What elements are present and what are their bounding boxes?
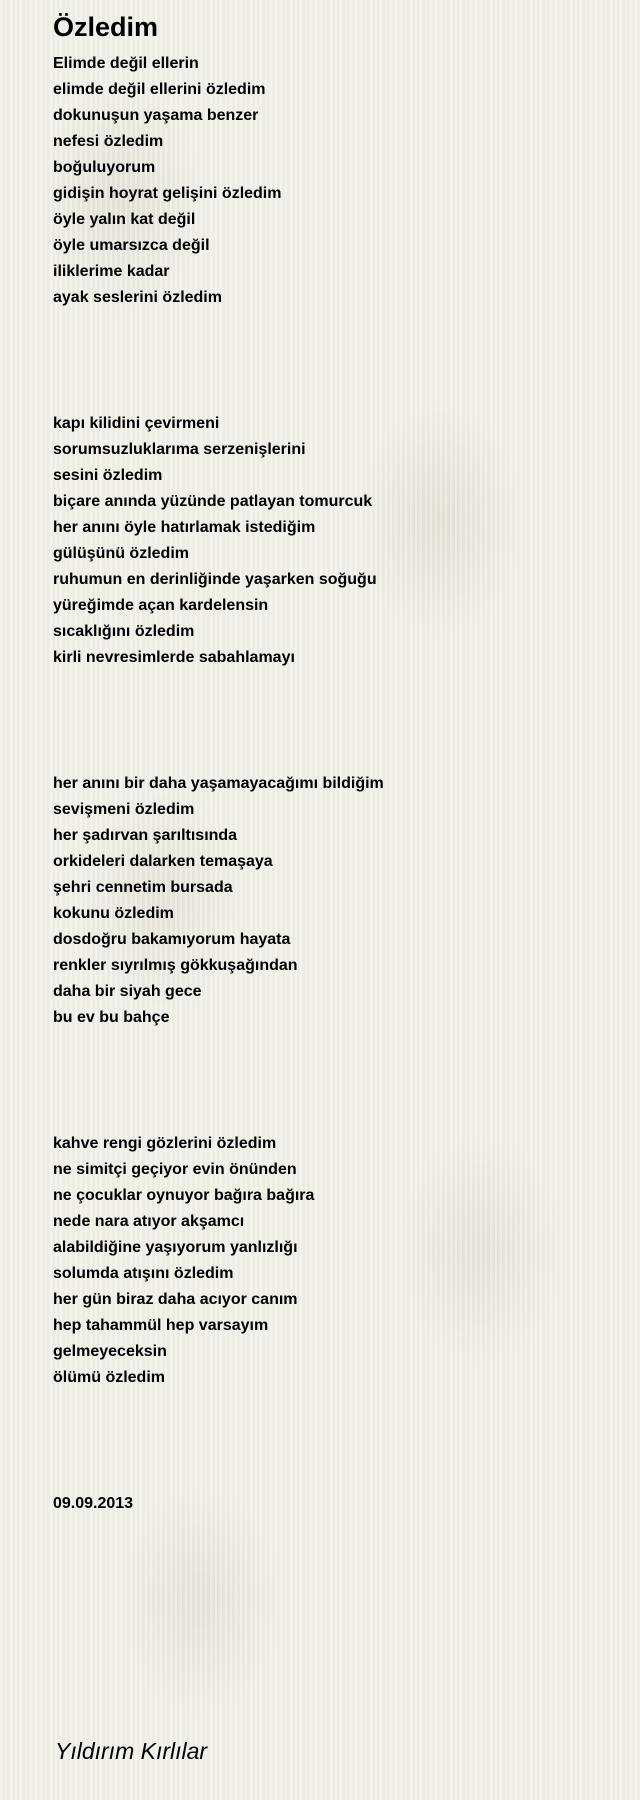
poem-date: 09.09.2013 [53,1495,134,1512]
poem-line: bu ev bu bahçe [53,1009,170,1026]
poem-author: Yıldırım Kırlılar [55,1738,208,1764]
poem-line: şehri cennetim bursada [53,879,233,896]
poem-line: sıcaklığını özledim [53,623,195,640]
poem-line: sorumsuzluklarıma serzenişlerini [53,441,306,458]
poem-line: elimde değil ellerini özledim [53,81,266,98]
poem-line: gülüşünü özledim [53,545,189,562]
poem-line: kapı kilidini çevirmeni [53,415,220,432]
poem-line: her gün biraz daha acıyor canım [53,1291,298,1308]
poem-line: sesini özledim [53,467,163,484]
poem-line: renkler sıyrılmış gökkuşağından [53,957,298,974]
poem-line: nede nara atıyor akşamcı [53,1213,245,1230]
poem-line: öyle yalın kat değil [53,211,196,228]
stanza-4 [53,1131,314,1391]
poem-line: gidişin hoyrat gelişini özledim [53,185,282,202]
poem-line: kokunu özledim [53,905,174,922]
poem-line: dosdoğru bakamıyorum hayata [53,931,291,948]
poem-line: her anını bir daha yaşamayacağımı bildiğim [53,775,384,792]
poem-line: ne simitçi geçiyor evin önünden [53,1161,297,1178]
poem-line: orkideleri dalarken temaşaya [53,853,273,870]
poem-line: daha bir siyah gece [53,983,202,1000]
poem-line: solumda atışını özledim [53,1265,234,1282]
stanza-1 [53,51,281,311]
poem-line: her şadırvan şarıltısında [53,827,238,844]
stanza-3 [53,771,384,1031]
poem-line: boğuluyorum [53,159,156,176]
poem-line: sevişmeni özledim [53,801,195,818]
poem-line: dokunuşun yaşama benzer [53,107,259,124]
poem-line: ne çocuklar oynuyor bağıra bağıra [53,1187,315,1204]
poem-title: Özledim [53,12,159,42]
poem-line: alabildiğine yaşıyorum yanlızlığı [53,1239,298,1256]
poem-line: yüreğimde açan kardelensin [53,597,269,614]
poem-page [53,0,613,1800]
poem-line: hep tahammül hep varsayım [53,1317,269,1334]
poem-line: kirli nevresimlerde sabahlamayı [53,649,295,666]
poem-line: ayak seslerini özledim [53,289,222,306]
poem-line: ruhumun en derinliğinde yaşarken soğuğu [53,571,377,588]
poem-line: öyle umarsızca değil [53,237,210,254]
poem-line: iliklerime kadar [53,263,170,280]
poem-line: biçare anında yüzünde patlayan tomurcuk [53,493,373,510]
poem-line: nefesi özledim [53,133,164,150]
poem-line: her anını öyle hatırlamak istediğim [53,519,316,536]
poem-line: ölümü özledim [53,1369,165,1386]
stanza-2 [53,411,377,671]
poem-line: kahve rengi gözlerini özledim [53,1135,277,1152]
poem-line: gelmeyeceksin [53,1343,167,1360]
poem-line: Elimde değil ellerin [53,55,199,72]
